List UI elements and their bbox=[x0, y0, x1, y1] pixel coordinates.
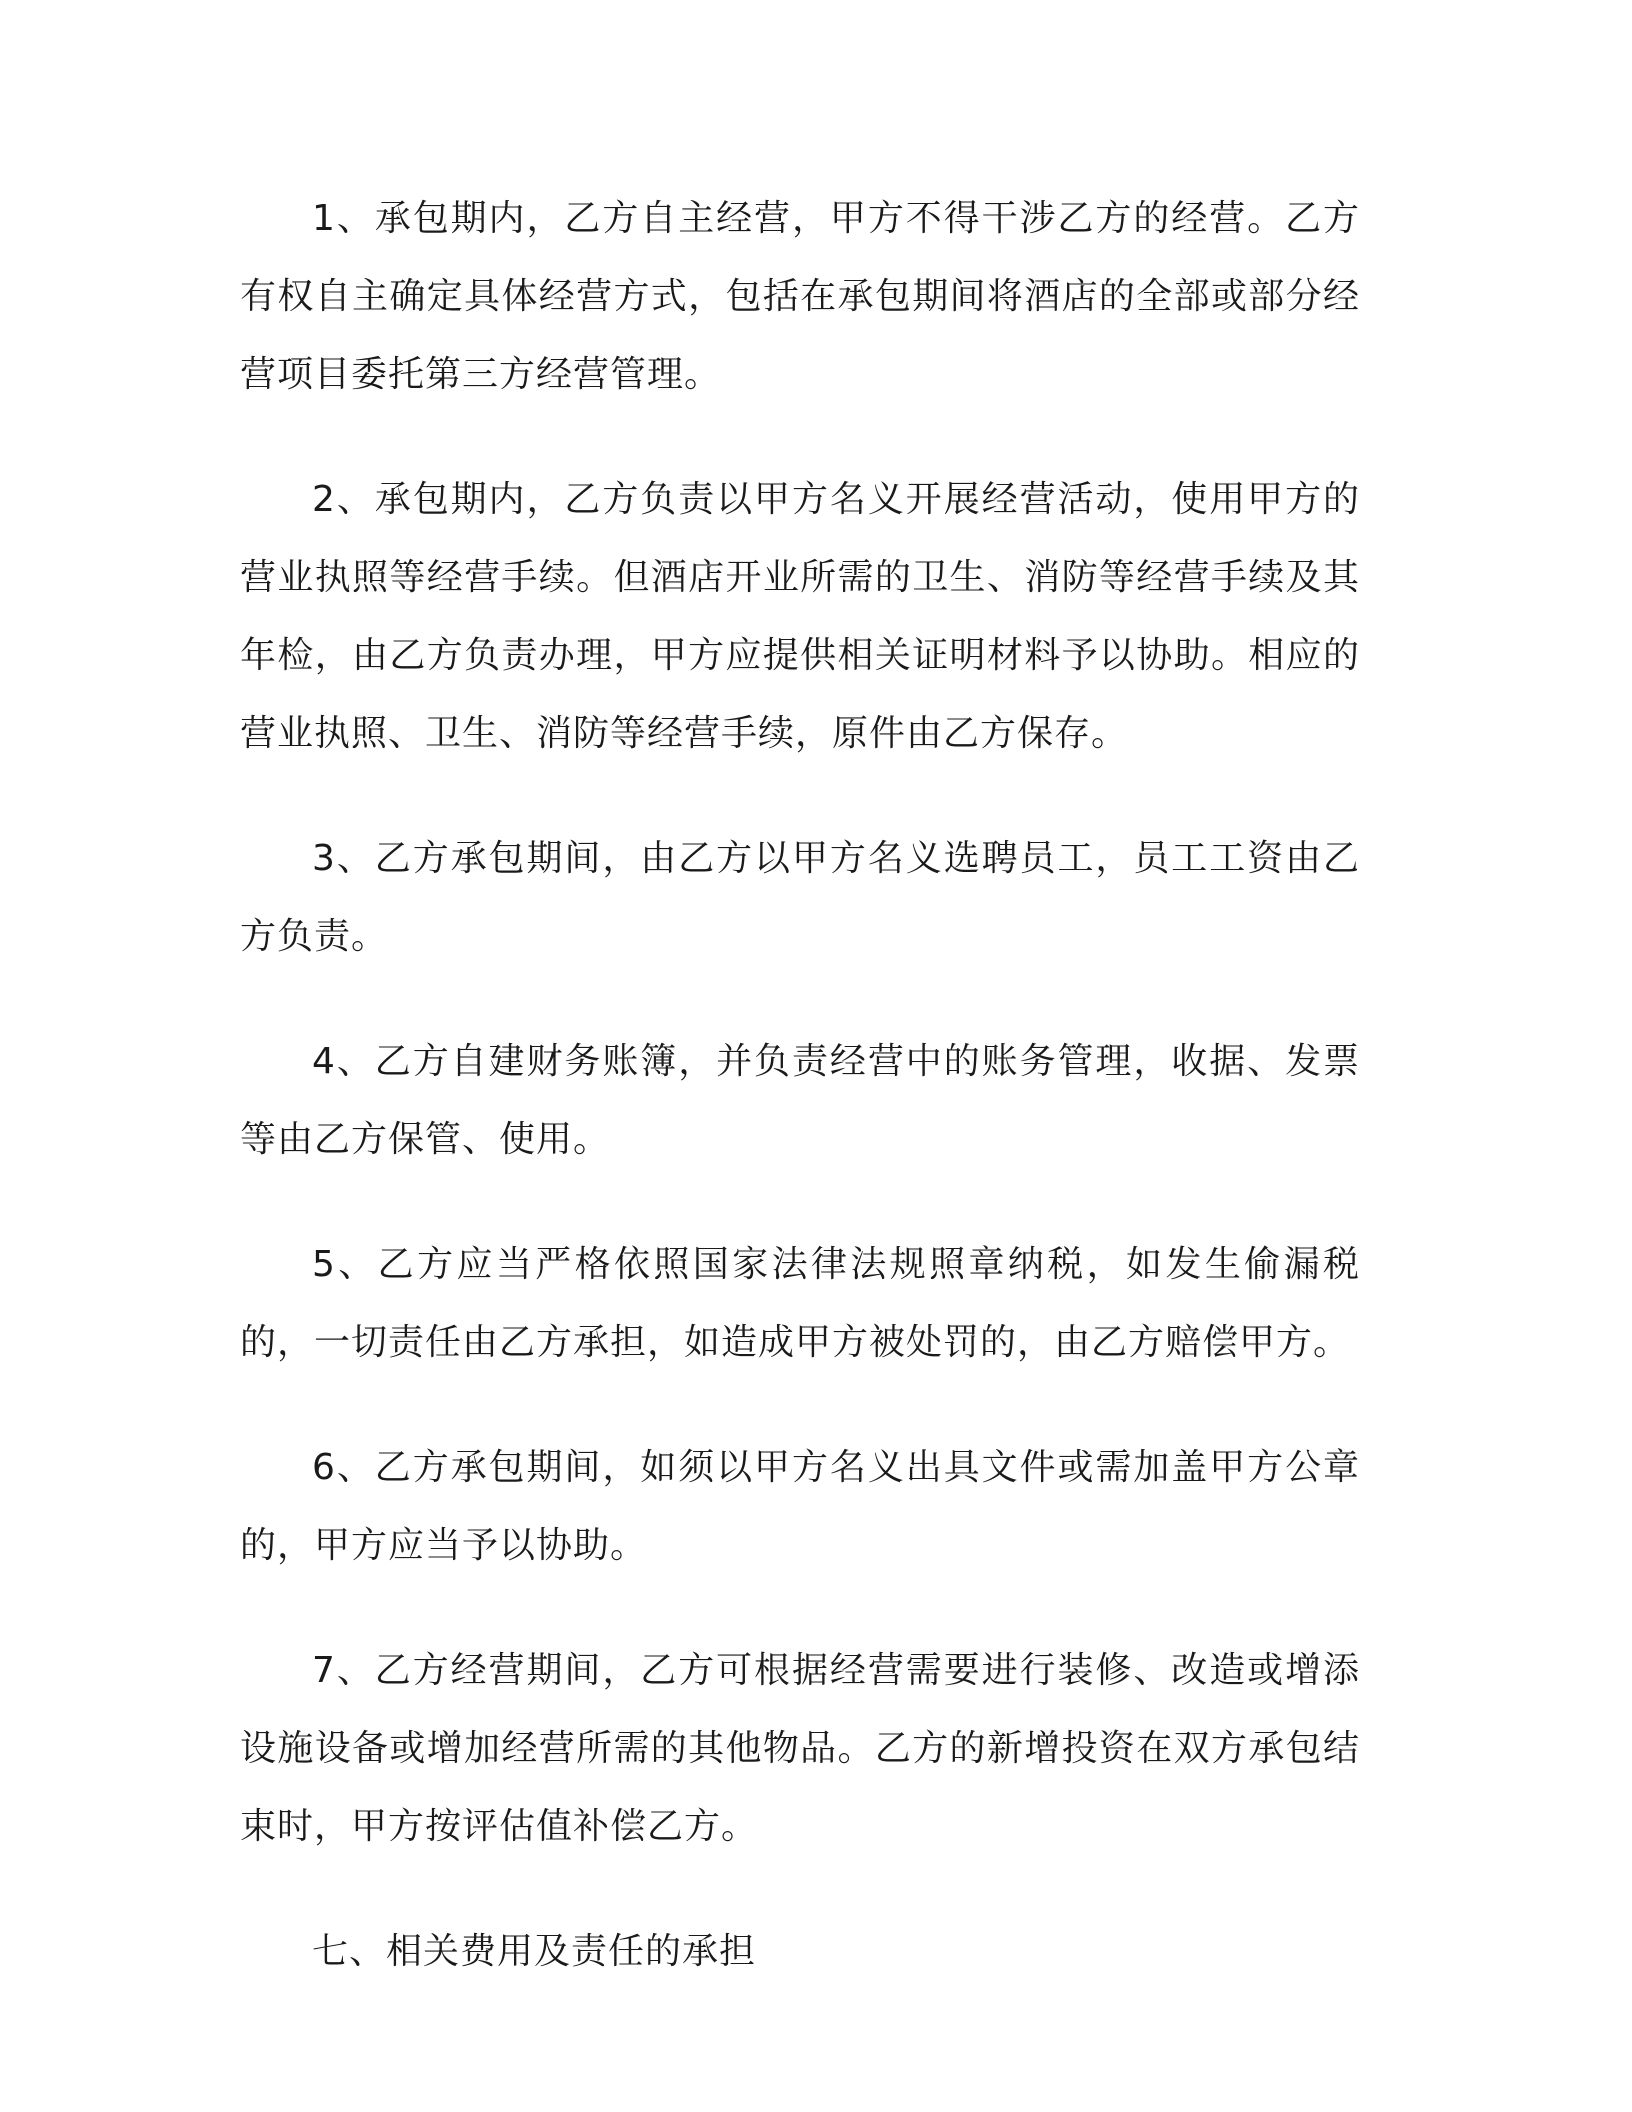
clause-3: 3、乙方承包期间，由乙方以甲方名义选聘员工，员工工资由乙方负责。 bbox=[240, 838, 1360, 957]
clause-5: 5、乙方应当严格依照国家法律法规照章纳税，如发生偷漏税的，一切责任由乙方承担，如造成甲方被处罚的，由乙方赔偿甲方。 bbox=[240, 1244, 1360, 1363]
section-heading: 七、相关费用及责任的承担 bbox=[312, 1931, 757, 1972]
clause-6: 6、乙方承包期间，如须以甲方名义出具文件或需加盖甲方公章的，甲方应当予以协助。 bbox=[240, 1447, 1360, 1566]
clause-2: 2、承包期内，乙方负责以甲方名义开展经营活动，使用甲方的营业执照等经营手续。但酒店开业所需的卫生、消防等经营手续及其年检，由乙方负责办理，甲方应提供相关证明材料予以协助。相应的营业执照、卫生、消防等经营手续，原件由乙方保存。 bbox=[240, 479, 1360, 754]
clause-7: 7、乙方经营期间，乙方可根据经营需要进行装修、改造或增添设施设备或增加经营所需的其他物品。乙方的新增投资在双方承包结束时，甲方按评估值补偿乙方。 bbox=[240, 1650, 1360, 1847]
clause-4: 4、乙方自建财务账簿，并负责经营中的账务管理，收据、发票等由乙方保管、使用。 bbox=[240, 1041, 1360, 1160]
clause-1: 1、承包期内，乙方自主经营，甲方不得干涉乙方的经营。乙方有权自主确定具体经营方式，包括在承包期间将酒店的全部或部分经营项目委托第三方经营管理。 bbox=[240, 198, 1360, 395]
document-body bbox=[240, 180, 1360, 1991]
